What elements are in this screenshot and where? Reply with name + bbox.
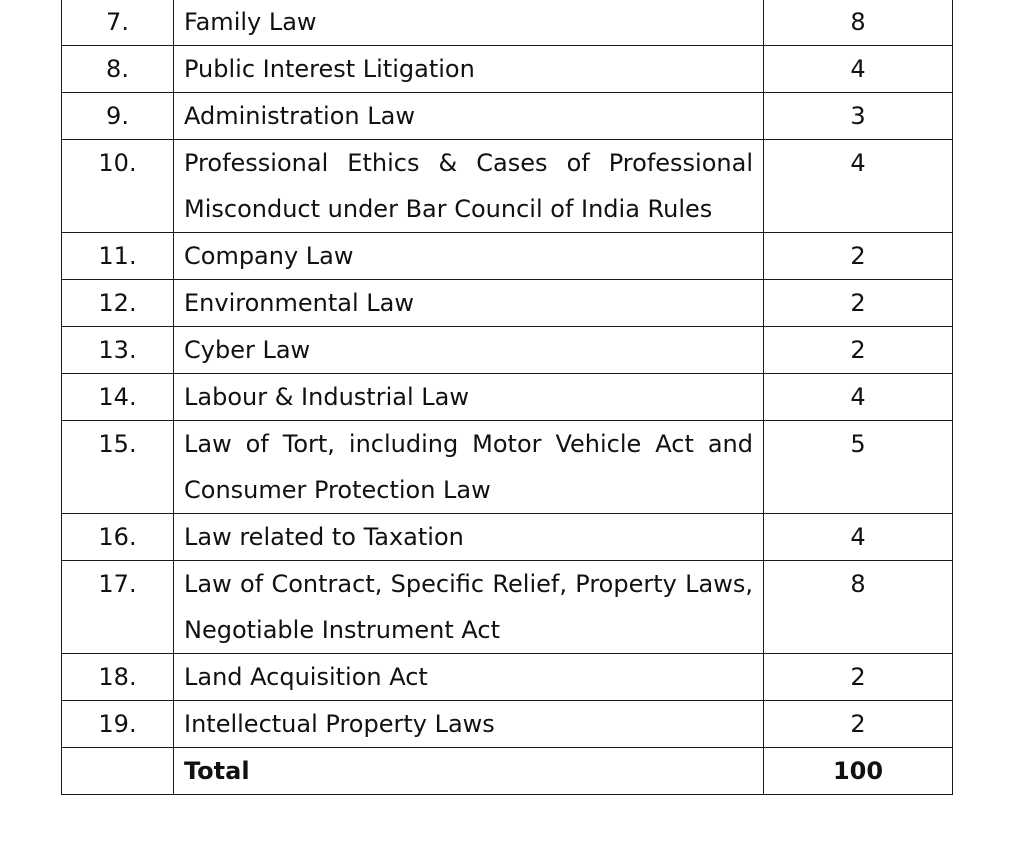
subject-name: Law related to Taxation (174, 514, 764, 561)
table-row (62, 46, 953, 93)
table-row (62, 327, 953, 374)
row-number: 7. (62, 0, 174, 46)
table-row (62, 421, 953, 514)
table-row (62, 93, 953, 140)
marks-value: 3 (764, 93, 953, 140)
marks-value: 4 (764, 46, 953, 93)
table-row (62, 514, 953, 561)
table-row (62, 0, 953, 46)
subject-name: Professional Ethics & Cases of Professional Misconduct under Bar Council of India Rules (174, 140, 764, 233)
subject-name: Intellectual Property Laws (174, 701, 764, 748)
row-number: 18. (62, 654, 174, 701)
marks-value: 4 (764, 374, 953, 421)
total-row-number (62, 748, 174, 795)
total-label: Total (174, 748, 764, 795)
total-row (62, 748, 953, 795)
row-number: 19. (62, 701, 174, 748)
subject-name: Public Interest Litigation (174, 46, 764, 93)
subject-name: Family Law (174, 0, 764, 46)
marks-value: 2 (764, 654, 953, 701)
row-number: 17. (62, 561, 174, 654)
subject-name: Environmental Law (174, 280, 764, 327)
subjects-marks-table (61, 0, 953, 795)
marks-value: 2 (764, 327, 953, 374)
row-number: 8. (62, 46, 174, 93)
marks-value: 4 (764, 514, 953, 561)
row-number: 9. (62, 93, 174, 140)
marks-value: 8 (764, 0, 953, 46)
row-number: 12. (62, 280, 174, 327)
row-number: 11. (62, 233, 174, 280)
marks-value: 2 (764, 233, 953, 280)
table-row (62, 654, 953, 701)
subject-name: Administration Law (174, 93, 764, 140)
row-number: 13. (62, 327, 174, 374)
marks-value: 2 (764, 701, 953, 748)
table-row (62, 374, 953, 421)
subject-name: Land Acquisition Act (174, 654, 764, 701)
marks-value: 5 (764, 421, 953, 514)
subject-name: Company Law (174, 233, 764, 280)
marks-value: 8 (764, 561, 953, 654)
table-row (62, 280, 953, 327)
subject-name: Cyber Law (174, 327, 764, 374)
table-row (62, 140, 953, 233)
subject-name: Labour & Industrial Law (174, 374, 764, 421)
row-number: 15. (62, 421, 174, 514)
table-row (62, 233, 953, 280)
table-row (62, 701, 953, 748)
marks-value: 4 (764, 140, 953, 233)
total-marks: 100 (764, 748, 953, 795)
table-row (62, 561, 953, 654)
row-number: 10. (62, 140, 174, 233)
row-number: 16. (62, 514, 174, 561)
marks-value: 2 (764, 280, 953, 327)
row-number: 14. (62, 374, 174, 421)
subject-name: Law of Tort, including Motor Vehicle Act and Consumer Protection Law (174, 421, 764, 514)
subject-name: Law of Contract, Specific Relief, Property Laws, Negotiable Instrument Act (174, 561, 764, 654)
